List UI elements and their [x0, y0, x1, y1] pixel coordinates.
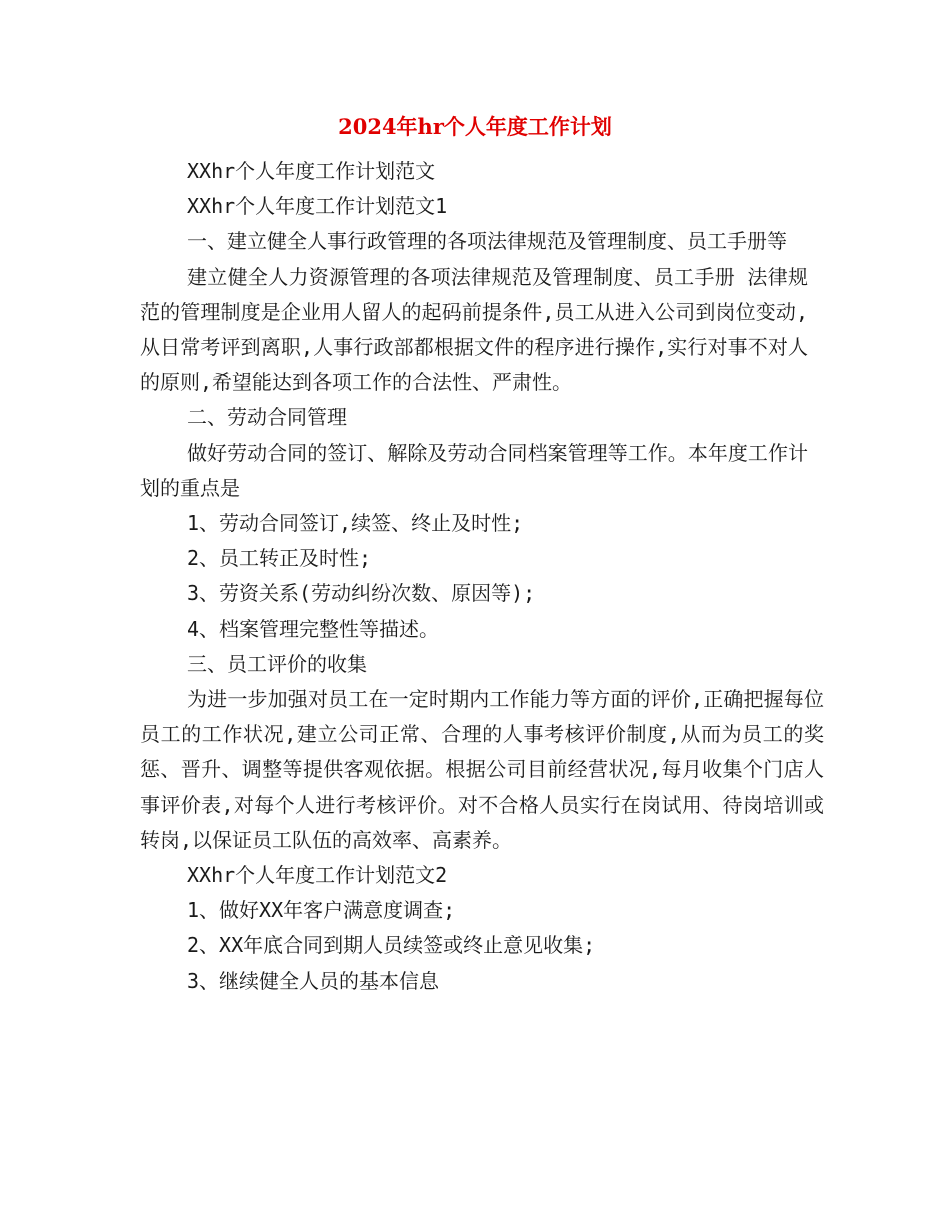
paragraph-template-2-heading: XXhr个人年度工作计划范文2: [187, 863, 448, 888]
list-item-template-2-1: 1、做好XX年客户满意度调查;: [187, 898, 456, 923]
document-body: [140, 154, 824, 999]
list-item-3: 3、劳资关系(劳动纠纷次数、原因等);: [187, 581, 536, 606]
paragraph-section-2-body: 做好劳动合同的签订、解除及劳动合同档案管理等工作。本年度工作计划的重点是: [140, 440, 808, 500]
list-item-template-2-2: 2、XX年底合同到期人员续签或终止意见收集;: [187, 933, 596, 958]
paragraph-template-1-heading: XXhr个人年度工作计划范文1: [187, 194, 448, 219]
paragraph-section-1-heading: 一、建立健全人事行政管理的各项法律规范及管理制度、员工手册等: [187, 229, 787, 254]
paragraph-section-2-heading: 二、劳动合同管理: [187, 405, 347, 430]
paragraph-section-3-heading: 三、员工评价的收集: [187, 651, 367, 676]
list-item-4: 4、档案管理完整性等描述。: [187, 616, 440, 641]
paragraph-section-3-body: 为进一步加强对员工在一定时期内工作能力等方面的评价,正确把握每位员工的工作状况,建立公司正常、合理的人事考核评价制度,从而为员工的奖惩、晋升、调整等提供客观依据。根据公司目前经营状况,每月收集个门店人事评价表,对每个人进行考核评价。对不合格人员实行在岗试用、待岗培训或转岗,以保证员工队伍的高效率、高素养。: [140, 687, 824, 852]
list-item-1: 1、劳动合同签订,续签、终止及时性;: [187, 511, 524, 536]
list-item-template-2-3: 3、继续健全人员的基本信息: [187, 968, 440, 993]
document-title: 2024年hr个人年度工作计划: [338, 114, 612, 139]
paragraph-template-heading: XXhr个人年度工作计划范文: [187, 159, 436, 183]
paragraph-section-1-body: 建立健全人力资源管理的各项法律规范及管理制度、员工手册 法律规范的管理制度是企业用人留人的起码前提条件,员工从进入公司到岗位变动,从日常考评到离职,人事行政部都根据文件的程序进行操作,实行对事不对人的原则,希望能达到各项工作的合法性、严肃性。: [140, 264, 808, 395]
list-item-2: 2、员工转正及时性;: [187, 546, 372, 571]
